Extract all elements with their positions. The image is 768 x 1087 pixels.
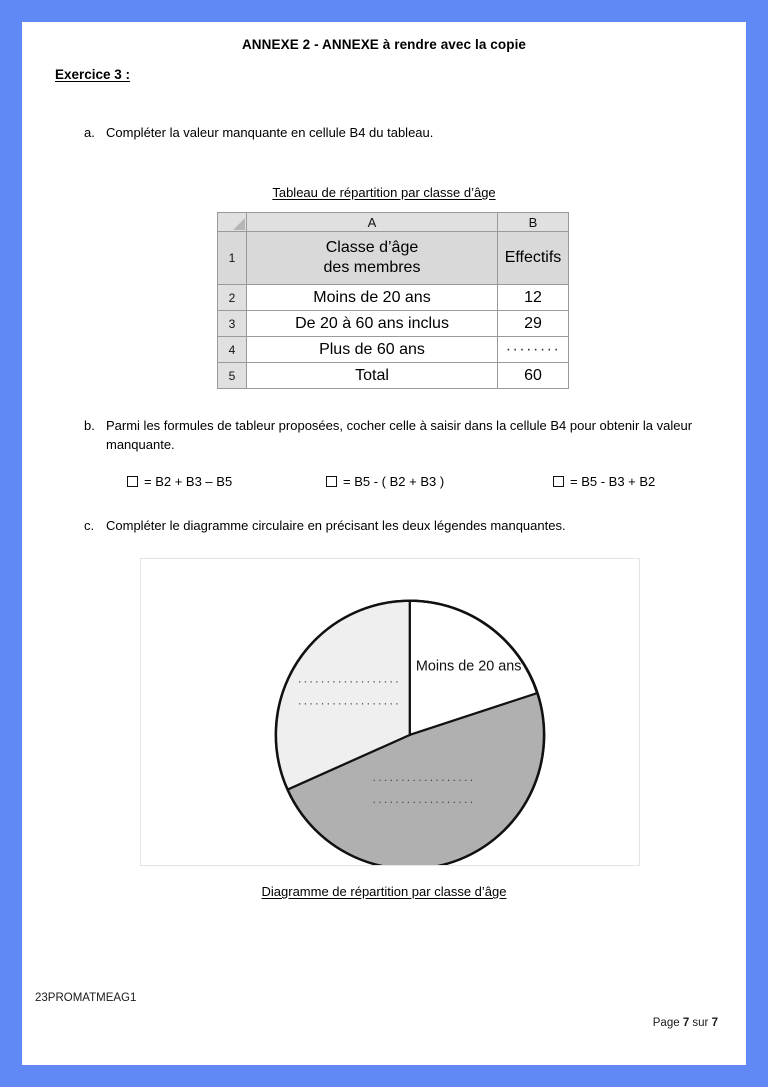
formula-choice-3-label: = B5 - B3 + B2	[570, 474, 656, 489]
pie-label-moins-de-20-ans: Moins de 20 ans	[415, 658, 522, 675]
cell-a5[interactable]: Total	[247, 363, 498, 389]
select-all-triangle-icon	[233, 218, 245, 230]
table-row-5	[218, 363, 569, 389]
cell-b2[interactable]: 12	[498, 285, 569, 311]
pie-chart-container	[140, 558, 640, 866]
pie-placeholder-gray-line1[interactable]: ··················	[372, 772, 476, 787]
cell-a2[interactable]: Moins de 20 ans	[247, 285, 498, 311]
table-caption-text: Tableau de répartition par classe d’âge	[272, 185, 496, 200]
formula-choice-2-label: = B5 - ( B2 + B3 )	[343, 474, 445, 489]
table-row-2	[218, 285, 569, 311]
page-content	[22, 22, 746, 1065]
page-frame	[22, 22, 746, 1065]
cell-a1-line2: des membres	[323, 259, 421, 276]
table-row-3	[218, 311, 569, 337]
cell-a1[interactable]	[247, 232, 498, 285]
formula-choice-3[interactable]	[553, 474, 655, 489]
row-header-2[interactable]: 2	[218, 285, 247, 311]
footer-page-middle: sur	[689, 1017, 712, 1029]
cell-a3[interactable]: De 20 à 60 ans inclus	[247, 311, 498, 337]
pie-placeholder-light-line2[interactable]: ··················	[297, 696, 401, 711]
row-header-3[interactable]: 3	[218, 311, 247, 337]
sheet-corner-cell[interactable]	[218, 213, 247, 232]
checkbox-icon-3[interactable]	[553, 476, 564, 487]
spreadsheet-table	[217, 212, 569, 389]
row-header-1[interactable]: 1	[218, 232, 247, 285]
pie-chart-svg	[141, 559, 639, 865]
question-a	[84, 124, 684, 143]
document-title: ANNEXE 2 - ANNEXE à rendre avec la copie	[241, 37, 527, 52]
question-a-text: Compléter la valeur manquante en cellule B4 du tableau.	[106, 125, 434, 140]
cell-b3[interactable]: 29	[498, 311, 569, 337]
formula-choice-1-label: = B2 + B3 – B5	[144, 474, 233, 489]
footer-document-code: 23PROMATMEAG1	[35, 992, 137, 1004]
footer-page-current: 7	[682, 1017, 690, 1029]
row-header-4[interactable]: 4	[218, 337, 247, 363]
formula-choice-1[interactable]	[127, 474, 232, 489]
question-c-marker: c.	[84, 518, 95, 533]
question-c	[84, 517, 704, 536]
cell-a4[interactable]: Plus de 60 ans	[247, 337, 498, 363]
checkbox-icon-2[interactable]	[326, 476, 337, 487]
column-header-b[interactable]: B	[498, 213, 569, 232]
column-header-a[interactable]: A	[247, 213, 498, 232]
question-b-text: Parmi les formules de tableur proposées, cocher celle à saisir dans la cellule B4 pour obtenir la valeur manquante.	[106, 418, 693, 452]
checkbox-icon-1[interactable]	[127, 476, 138, 487]
formula-choice-2[interactable]	[326, 474, 444, 489]
cell-b1[interactable]: Effectifs	[498, 232, 569, 285]
footer-page-number	[653, 1017, 718, 1029]
chart-caption	[22, 884, 746, 899]
table-row-4	[218, 337, 569, 363]
question-b	[84, 417, 699, 455]
cell-b5[interactable]: 60	[498, 363, 569, 389]
question-a-marker: a.	[84, 125, 95, 140]
row-header-5[interactable]: 5	[218, 363, 247, 389]
question-c-text: Compléter le diagramme circulaire en précisant les deux légendes manquantes.	[106, 518, 566, 533]
cell-b4[interactable]: ········	[498, 337, 569, 363]
chart-caption-text: Diagramme de répartition par classe d’âge	[261, 884, 507, 899]
footer-page-prefix: Page	[652, 1017, 683, 1029]
pie-placeholder-gray-line2[interactable]: ··················	[372, 794, 476, 809]
column-header-row	[218, 213, 569, 232]
footer-page-total: 7	[711, 1017, 718, 1029]
exercise-heading: Exercice 3 :	[55, 67, 131, 82]
pie-placeholder-light-line1[interactable]: ··················	[297, 674, 401, 689]
table-caption	[22, 185, 746, 200]
question-b-marker: b.	[84, 418, 95, 433]
cell-a1-line1: Classe d’âge	[325, 238, 419, 256]
table-row-1	[218, 232, 569, 285]
